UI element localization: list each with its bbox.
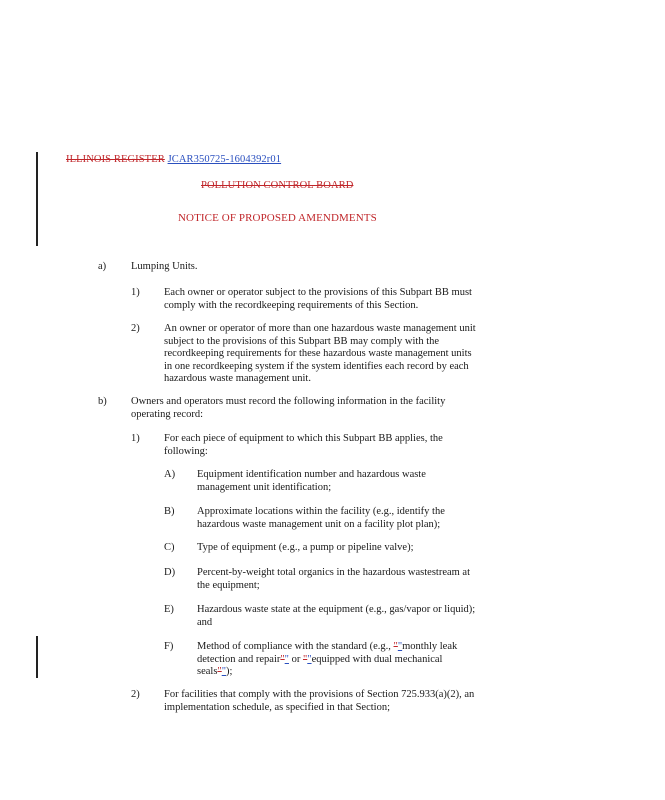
subitem-a-text: Equipment identification number and hazardous waste management unit identification; — [197, 469, 426, 493]
struck-quote: " — [393, 641, 398, 652]
register-header — [66, 154, 281, 165]
section-b-text: Owners and operators must record the following information in the facility operating record: — [131, 396, 446, 420]
notice-title: NOTICE OF PROPOSED AMENDMENTS — [178, 212, 377, 224]
section-b-item2-label: 2) — [131, 689, 140, 700]
section-a-item2-text: An owner or operator of more than one hazardous waste management unit subject to the provisions of this Subpart BB may comply with the recordkeeping requirements for these hazardous waste management units in one recordkeeping system if the system identifies each record by each hazardous waste management unit. — [164, 323, 476, 385]
subitem-a-label: A) — [164, 469, 176, 480]
section-b-label: b) — [98, 396, 107, 407]
subitem-e-label: E) — [164, 604, 174, 615]
subitem-c-text: Type of equipment (e.g., a pump or pipeline valve); — [197, 542, 414, 553]
struck-quote: " — [217, 666, 222, 678]
revision-bar-top — [36, 152, 38, 246]
section-b-item1-label: 1) — [131, 433, 140, 444]
struck-quote: " — [302, 653, 308, 665]
struck-quote: " — [280, 653, 285, 665]
register-struck-text: ILLINOIS REGISTER — [66, 154, 165, 165]
subitem-b-label: B) — [164, 506, 175, 517]
revision-bar-bottom — [36, 636, 38, 678]
subitem-c-label: C) — [164, 542, 175, 553]
subitem-b-text: Approximate locations within the facility (e.g., identify the hazardous waste management unit on a facility plot plan); — [197, 506, 445, 530]
subitem-d-text: Percent-by-weight total organics in the hazardous wastestream at the equipment; — [197, 567, 471, 591]
jcar-id: JCAR350725-1604392r01 — [167, 154, 282, 165]
subitem-f-text: Method of compliance with the standard (e.g., ""monthly leak detection and repair"" or ""equipped with dual mechanical seals""); — [197, 641, 458, 678]
section-a-item1-label: 1) — [131, 287, 140, 298]
inserted-quote: " — [397, 641, 403, 652]
subitem-e-text: Hazardous waste state at the equipment (e.g., gas/vapor or liquid); and — [197, 604, 476, 628]
section-a-title: Lumping Units. — [131, 261, 198, 272]
section-b-item1-text: For each piece of equipment to which this Subpart BB applies, the following: — [164, 433, 443, 457]
inserted-quote: " — [307, 653, 312, 665]
section-a-label: a) — [98, 261, 107, 272]
inserted-quote: " — [284, 653, 289, 665]
section-b-item2-text: For facilities that comply with the provisions of Section 725.933(a)(2), an implementation schedule, as specified in that Section; — [164, 689, 475, 713]
section-a-item1-text: Each owner or operator subject to the provisions of this Subpart BB must comply with the recordkeeping requirements of this Section. — [164, 287, 472, 311]
section-a-item2-label: 2) — [131, 323, 140, 334]
subitem-d-label: D) — [164, 567, 176, 578]
subitem-f-label: F) — [164, 641, 174, 652]
inserted-quote: " — [221, 666, 227, 678]
board-struck-text: POLLUTION CONTROL BOARD — [201, 180, 354, 191]
